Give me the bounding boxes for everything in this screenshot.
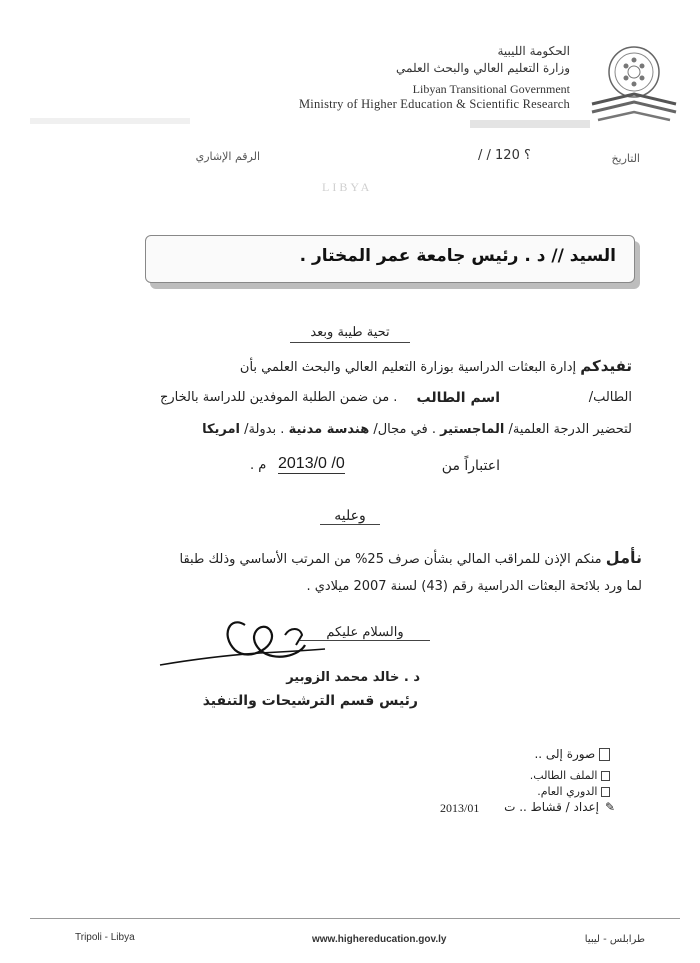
body-line-1-text: إدارة البعثات الدراسية بوزارة التعليم العالي والبحث العلمي بأن [239,360,577,375]
body-line-2 [160,390,632,412]
body-lead-word: تفيدكم [580,357,632,375]
copies-item-2-text: الدوري العام. [537,785,598,798]
student-label: الطالب/ [588,390,632,405]
prepared-by [440,800,615,818]
date-label: التاريخ [611,152,640,165]
copies-heading-text: صورة إلى .. [534,747,596,761]
signatory-name: د . خالد محمد الزوبير [286,670,420,685]
body-line-3 [202,422,632,437]
header-arabic-ministry: وزارة التعليم العالي والبحث العلمي [396,61,570,75]
country-value: امريكا [202,422,240,437]
addressee-box [145,235,635,283]
request-lead-word: نأمل [605,548,642,567]
degree-value: الماجستير [440,422,505,437]
ministry-emblem-icon [584,42,684,132]
prepared-by-text: إعداد / قشاط .. ت [504,800,599,814]
student-name: اسم الطالب [416,390,500,406]
request-line-1 [180,548,643,567]
degree-label: لتحضير الدرجة العلمية/ [508,422,632,437]
field-label: . في مجال/ [373,422,436,437]
date-value: / / 1؟ 20 [478,148,531,163]
request-line-2: لما ورد بلائحة البعثات الدراسية رقم (43) لسنة 2007 ميلادي . [306,579,642,594]
footer-city-en: Tripoli - Libya [75,932,135,943]
footer-city-ar: طرابلس - ليبيا [584,934,645,945]
signatory-title: رئيس قسم الترشيحات والتنفيذ [202,693,418,709]
addressee-text: السيد // د . رئيس جامعة عمر المختار . [299,246,616,266]
copies-item-1-text: الملف الطالب. [529,769,598,782]
copies-heading [534,747,610,761]
start-date-label: اعتباراً من [441,458,500,474]
header-rule [470,120,590,128]
prepared-date: 2013/01 [440,801,480,815]
header-english-ministry: Ministry of Higher Education & Scientific Research [298,97,570,111]
header-arabic-gov: الحكومة الليبية [497,44,570,58]
handwritten-signature [150,605,330,675]
start-date-suffix: م . [250,458,267,473]
request-line-1-text: منكم الإذن للمراقب المالي بشأن صرف 25% من المرتب الأساسي وذلك طبقا [179,552,602,567]
closing-stamp: وعليه [320,508,380,525]
watermark-text: LIBYA [322,180,373,194]
header-english-gov: Libyan Transitional Government [412,82,570,96]
reference-number-label: الرقم الإشاري [195,150,260,163]
copy-item-icon [601,771,610,781]
copy-icon [599,748,610,761]
pen-icon: ✎ [604,800,615,814]
body-line-4 [250,455,500,479]
copies-item-2 [537,785,610,798]
field-value: هندسة مدنية [288,422,370,437]
signoff-stamp: والسلام عليكم [300,625,430,641]
body-line-1 [240,357,632,375]
body-line-2-text: . من ضمن الطلبة الموفدين للدراسة بالخارج [160,390,398,405]
copies-item-1 [530,769,610,782]
greeting-stamp: تحية طيبة وبعد [290,325,410,343]
header-rule-left [30,118,190,124]
footer-rule [30,918,680,919]
copy-item-icon [601,787,610,797]
country-label: . بدولة/ [244,422,285,437]
footer-website: www.highereducation.gov.ly [312,934,447,945]
start-date-value: 2013/0 /0 [278,455,345,472]
